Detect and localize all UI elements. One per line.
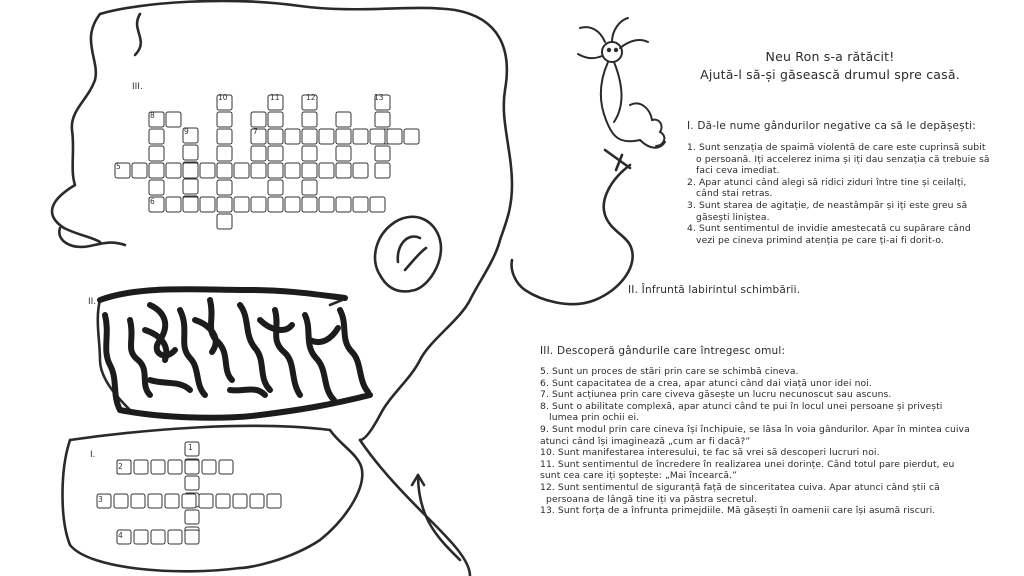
crossword-cell[interactable] xyxy=(166,112,181,127)
crossword-cell[interactable] xyxy=(302,163,317,178)
crossword-cell[interactable] xyxy=(202,460,216,474)
crossword-cell[interactable] xyxy=(268,146,283,161)
crossword-cell[interactable] xyxy=(217,129,232,144)
crossword-cell[interactable] xyxy=(131,494,145,508)
section-3-clue-line: 13. Sunt forța de a înfrunta primejdiile. Mă găsești în oamenii care își asumă riscuri. xyxy=(540,505,936,517)
section-1-clue-line: 4. Sunt sentimentul de invidie amestecată cu supărare când xyxy=(687,223,971,235)
crossword-cell[interactable] xyxy=(182,494,196,508)
crossword-cell[interactable] xyxy=(149,163,164,178)
clue-number-4: 4 xyxy=(118,531,123,540)
crossword-cell[interactable] xyxy=(200,197,215,212)
section-3-clue-line: 12. Sunt sentimentul de siguranță față de sinceritatea cuiva. Apar atunci când știi că xyxy=(540,481,940,493)
section-1-clue-line: când stai retras. xyxy=(687,188,773,200)
title-line-1: Neu Ron s-a rătăcit! xyxy=(765,49,895,64)
clue-number-3: 3 xyxy=(98,495,103,504)
crossword-cell[interactable] xyxy=(336,163,351,178)
crossword-cell[interactable] xyxy=(302,197,317,212)
crossword-cell[interactable] xyxy=(134,460,148,474)
section-3-clue-line: atunci când își imaginează „cum ar fi dacă?” xyxy=(540,435,751,447)
clue-number-6: 6 xyxy=(150,197,155,206)
crossword-cell[interactable] xyxy=(234,163,249,178)
crossword-cell[interactable] xyxy=(302,146,317,161)
section-3-clue-line: 9. Sunt modul prin care cineva își închipuie, se lăsa în voia gândurilor. Apar în mintea cuiva xyxy=(540,423,970,435)
crossword-cell[interactable] xyxy=(216,494,230,508)
crossword-cell[interactable] xyxy=(168,530,182,544)
crossword-cell[interactable] xyxy=(375,163,390,178)
crossword-cell[interactable] xyxy=(168,460,182,474)
crossword-grid-top xyxy=(115,95,419,229)
crossword-top-label: III. xyxy=(132,82,143,92)
crossword-cell[interactable] xyxy=(149,129,164,144)
crossword-cell[interactable] xyxy=(353,197,368,212)
crossword-cell[interactable] xyxy=(200,163,215,178)
crossword-cell[interactable] xyxy=(387,129,402,144)
section-1-clues xyxy=(687,142,990,246)
head-outline xyxy=(100,1,512,440)
section-3-clue-line: sunt cea care iți șoptește: „Mai încearcă.” xyxy=(540,470,737,482)
section-2-heading: II. Înfruntă labirintul schimbării. xyxy=(628,284,801,296)
crossword-cell[interactable] xyxy=(268,197,283,212)
clue-number-8: 8 xyxy=(150,111,155,120)
crossword-cell[interactable] xyxy=(336,112,351,127)
crossword-cell[interactable] xyxy=(217,214,232,229)
section-1-clue-line: 2. Apar atunci când alegi să ridici ziduri între tine și ceilalți, xyxy=(687,176,967,188)
crossword-cell[interactable] xyxy=(285,129,300,144)
section-3-clue-line: persoana de lângă tine iți va păstra secretul. xyxy=(540,493,758,505)
crossword-cell[interactable] xyxy=(251,197,266,212)
crossword-cell[interactable] xyxy=(336,129,351,144)
crossword-cell[interactable] xyxy=(251,112,266,127)
crossword-cell[interactable] xyxy=(151,460,165,474)
section-3-clue-line: 10. Sunt manifestarea interesului, te fac să vrei să descoperi lucruri noi. xyxy=(540,447,880,459)
crossword-cell[interactable] xyxy=(404,129,419,144)
crossword-cell[interactable] xyxy=(217,112,232,127)
crossword-cell[interactable] xyxy=(185,460,199,474)
section-3-clue-line: 8. Sunt o abilitate complexă, apar atunci când te pui în locul unei persoane și privești xyxy=(540,400,943,412)
crossword-cell[interactable] xyxy=(268,129,283,144)
crossword-cell[interactable] xyxy=(149,146,164,161)
clue-number-9: 9 xyxy=(184,127,189,136)
crossword-cell[interactable] xyxy=(268,180,283,195)
crossword-cell[interactable] xyxy=(268,163,283,178)
section-1-heading: I. Dă-le nume gândurilor negative ca să le depășești: xyxy=(687,120,976,132)
crossword-cell[interactable] xyxy=(185,510,199,524)
crossword-cell[interactable] xyxy=(251,146,266,161)
clue-number-2: 2 xyxy=(118,462,123,471)
crossword-cell[interactable] xyxy=(336,197,351,212)
section-3-clue-line: 11. Sunt sentimentul de încredere în realizarea unei dorințe. Când totul pare pierdut, eu xyxy=(540,458,955,470)
brain-maze-illustration xyxy=(100,289,370,418)
crossword-cell[interactable] xyxy=(217,163,232,178)
title-line-2: Ajută-l să-și găsească drumul spre casă. xyxy=(700,67,960,82)
crossword-cell[interactable] xyxy=(302,129,317,144)
crossword-bottom-label: I. xyxy=(90,450,96,460)
crossword-grid-bottom xyxy=(97,442,281,544)
section-3-clue-line: 5. Sunt un proces de stări prin care se schimbă cineva. xyxy=(540,366,799,377)
section-1-clue-line: o persoană. Iți accelerez inima și iți dau senzația că trebuie să xyxy=(687,153,990,165)
crossword-cell[interactable] xyxy=(370,129,385,144)
clue-number-11: 11 xyxy=(270,93,280,102)
face-outline xyxy=(52,14,100,242)
crossword-cell[interactable] xyxy=(134,530,148,544)
crossword-cell[interactable] xyxy=(267,494,281,508)
crossword-cell[interactable] xyxy=(148,494,162,508)
crossword-cell[interactable] xyxy=(183,197,198,212)
crossword-cell[interactable] xyxy=(302,180,317,195)
clue-number-10: 10 xyxy=(218,93,228,102)
crossword-cell[interactable] xyxy=(217,180,232,195)
crossword-cell[interactable] xyxy=(183,145,198,160)
crossword-cell[interactable] xyxy=(353,163,368,178)
crossword-cell[interactable] xyxy=(217,197,232,212)
crossword-cell[interactable] xyxy=(250,494,264,508)
section-1-clue-line: 3. Sunt starea de agitație, de neastâmpăr și iți este greu să xyxy=(687,199,968,211)
crossword-cell[interactable] xyxy=(217,146,232,161)
crossword-cell[interactable] xyxy=(149,180,164,195)
ear-outline xyxy=(375,217,441,292)
section-3-clue-line: 7. Sunt acțiunea prin care civeva găsește un lucru necunoscut sau ascuns. xyxy=(540,389,892,401)
section-1-clue-line: găsești liniștea. xyxy=(687,211,770,223)
clue-number-13: 13 xyxy=(374,93,384,102)
crossword-cell[interactable] xyxy=(165,494,179,508)
crossword-cell[interactable] xyxy=(151,530,165,544)
crossword-cell[interactable] xyxy=(219,460,233,474)
crossword-cell[interactable] xyxy=(375,146,390,161)
section-3-clues xyxy=(540,366,970,517)
crossword-cell[interactable] xyxy=(199,494,213,508)
crossword-cell[interactable] xyxy=(185,530,199,544)
crossword-cell[interactable] xyxy=(185,476,199,490)
crossword-cell[interactable] xyxy=(319,197,334,212)
crossword-cell[interactable] xyxy=(285,197,300,212)
crossword-cell[interactable] xyxy=(114,494,128,508)
crossword-cell[interactable] xyxy=(132,163,147,178)
crossword-cell[interactable] xyxy=(319,129,334,144)
crossword-cell[interactable] xyxy=(353,129,368,144)
crossword-cell[interactable] xyxy=(336,146,351,161)
clue-number-12: 12 xyxy=(306,93,316,102)
crossword-cell[interactable] xyxy=(183,163,198,178)
crossword-cell[interactable] xyxy=(302,112,317,127)
clue-number-1: 1 xyxy=(188,443,193,452)
crossword-cell[interactable] xyxy=(166,197,181,212)
crossword-cell[interactable] xyxy=(375,112,390,127)
crossword-cell[interactable] xyxy=(251,163,266,178)
crossword-cell[interactable] xyxy=(166,163,181,178)
crossword-cell[interactable] xyxy=(370,197,385,212)
maze-label: II. xyxy=(88,297,97,307)
clue-number-7: 7 xyxy=(253,127,258,136)
section-3-clue-line: 6. Sunt capacitatea de a crea, apar atunci când dai viață unor idei noi. xyxy=(540,377,872,389)
section-1-clue-line: 1. Sunt senzația de spaimă violentă de care este cuprinsă subit xyxy=(687,142,986,153)
crossword-cell[interactable] xyxy=(234,197,249,212)
section-1-clue-line: faci ceva imediat. xyxy=(687,165,780,177)
crossword-cell[interactable] xyxy=(183,179,198,194)
section-3-clue-line: lumea prin ochii ei. xyxy=(540,412,640,424)
crossword-cell[interactable] xyxy=(268,112,283,127)
crossword-cell[interactable] xyxy=(285,163,300,178)
crossword-cell[interactable] xyxy=(233,494,247,508)
clue-number-5: 5 xyxy=(116,162,121,171)
page-title xyxy=(640,48,1020,84)
crossword-cell[interactable] xyxy=(319,163,334,178)
section-1-clue-line: vezi pe cineva primind atenția pe care ți-ai fi dorit-o. xyxy=(687,234,944,246)
section-3-heading: III. Descoperă gândurile care întregesc omul: xyxy=(540,345,786,357)
